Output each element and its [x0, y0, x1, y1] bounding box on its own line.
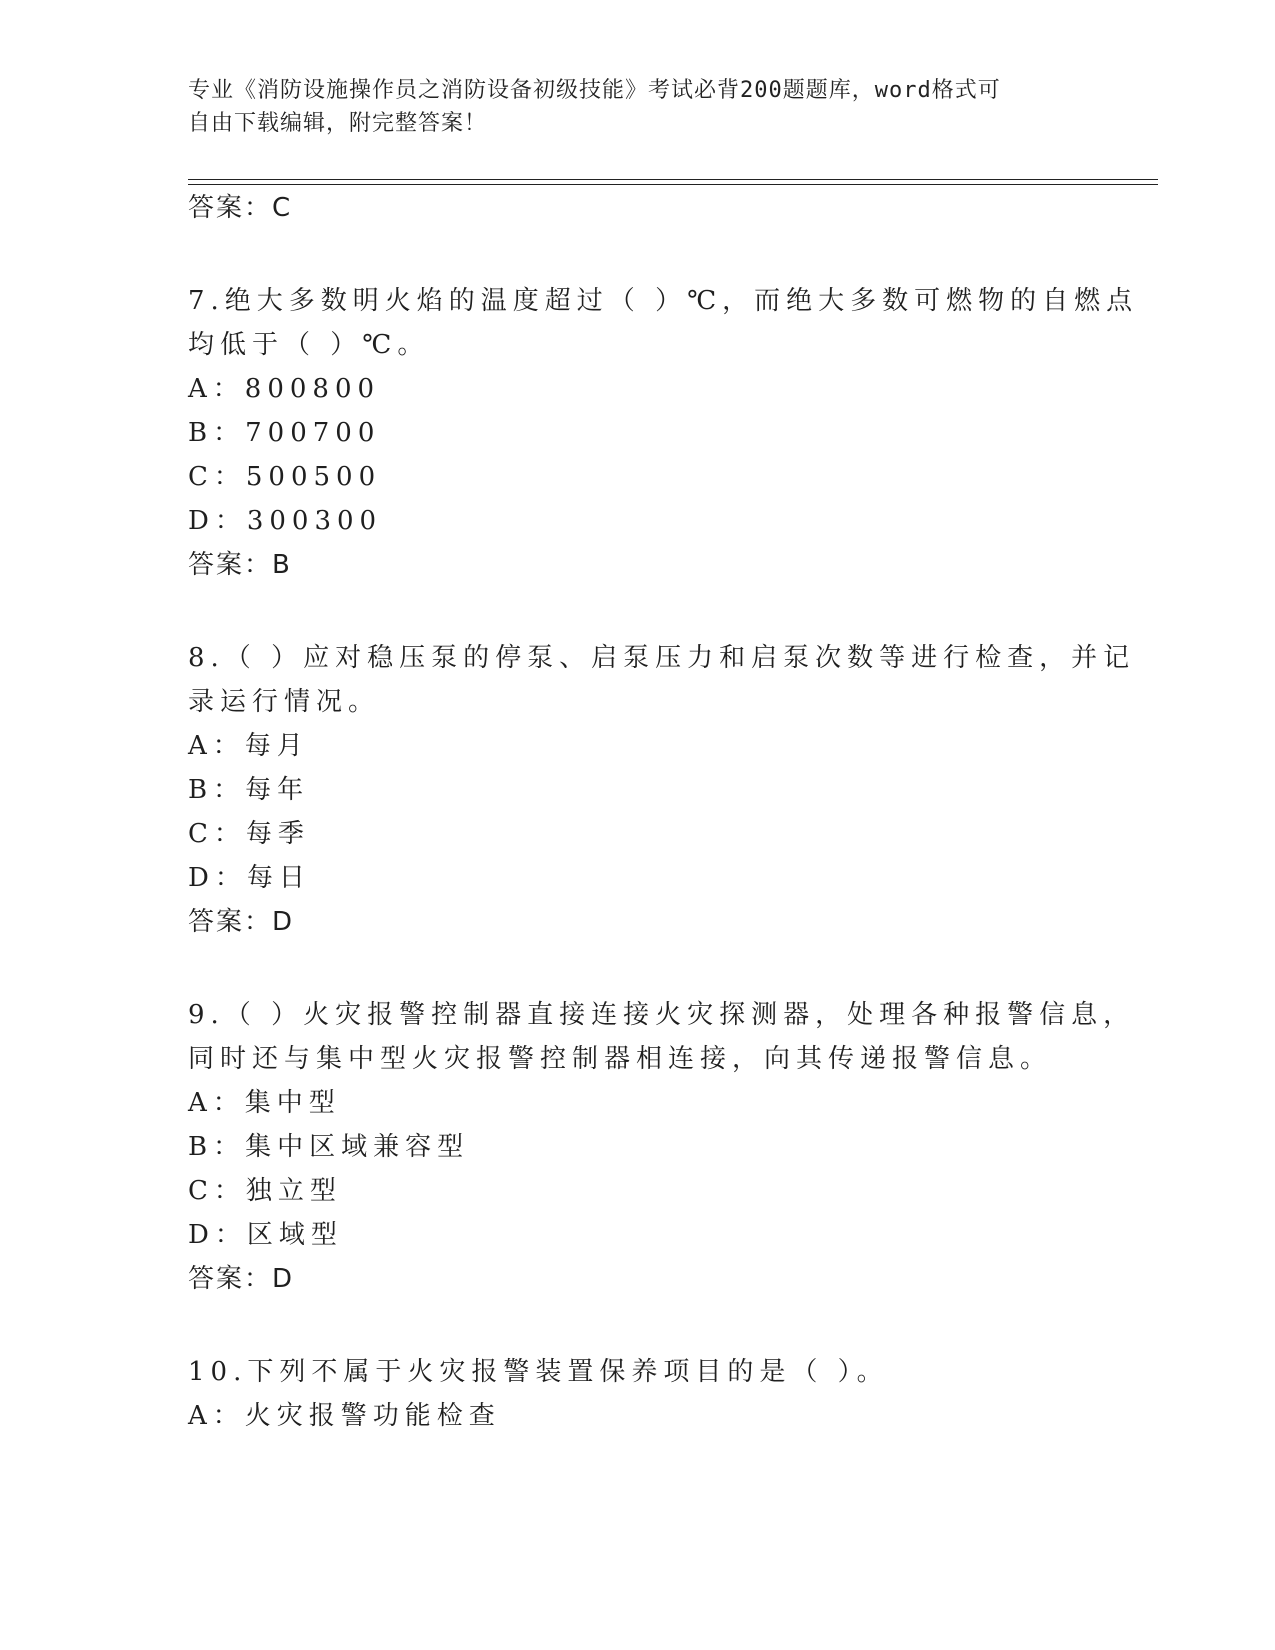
q10-stem-line-1: 10.下列不属于火灾报警装置保养项目的是（ ）。: [188, 1357, 889, 1387]
q7-answer: 答案：B: [188, 550, 292, 580]
prev-answer: 答案：C: [188, 193, 293, 223]
q9-stem-line-2: 同时还与集中型火灾报警控制器相连接，向其传递报警信息。: [188, 1044, 1053, 1074]
q8-stem-line-1: 8.（ ）应对稳压泵的停泵、启泵压力和启泵次数等进行检查，并记: [188, 643, 1136, 673]
q9-option-c: C：独立型: [188, 1176, 342, 1206]
document-header: [188, 74, 1068, 140]
q8-stem-line-2: 录运行情况。: [188, 687, 381, 717]
q7-option-a: A：800800: [188, 374, 381, 404]
q9-answer: 答案：D: [188, 1264, 295, 1294]
q7-stem-line-2: 均低于（ ）℃。: [188, 330, 430, 360]
header-line-2: 自由下载编辑，附完整答案！: [188, 111, 488, 136]
q10-option-a: A：火灾报警功能检查: [188, 1401, 501, 1431]
q8-answer: 答案：D: [188, 907, 295, 937]
q7-option-c: C：500500: [188, 462, 382, 492]
q7-stem-line-1: 7.绝大多数明火焰的温度超过（ ）℃，而绝大多数可燃物的自燃点: [188, 286, 1139, 316]
q7-option-d: D：300300: [188, 506, 383, 536]
q8-option-c: C：每季: [188, 819, 310, 849]
q9-option-a: A：集中型: [188, 1088, 341, 1118]
header-divider-top: [188, 179, 1158, 180]
q8-option-b: B：每年: [188, 775, 310, 805]
q9-option-d: D：区域型: [188, 1220, 343, 1250]
q9-option-b: B：集中区域兼容型: [188, 1132, 470, 1162]
header-divider-bottom: [188, 184, 1158, 185]
q7-option-b: B：700700: [188, 418, 381, 448]
q8-option-a: A：每月: [188, 731, 309, 761]
q8-option-d: D：每日: [188, 863, 311, 893]
header-line-1: 专业《消防设施操作员之消防设备初级技能》考试必背200题题库，word格式可: [188, 78, 1001, 103]
q9-stem-line-1: 9.（ ）火灾报警控制器直接连接火灾探测器，处理各种报警信息，: [188, 1000, 1136, 1030]
